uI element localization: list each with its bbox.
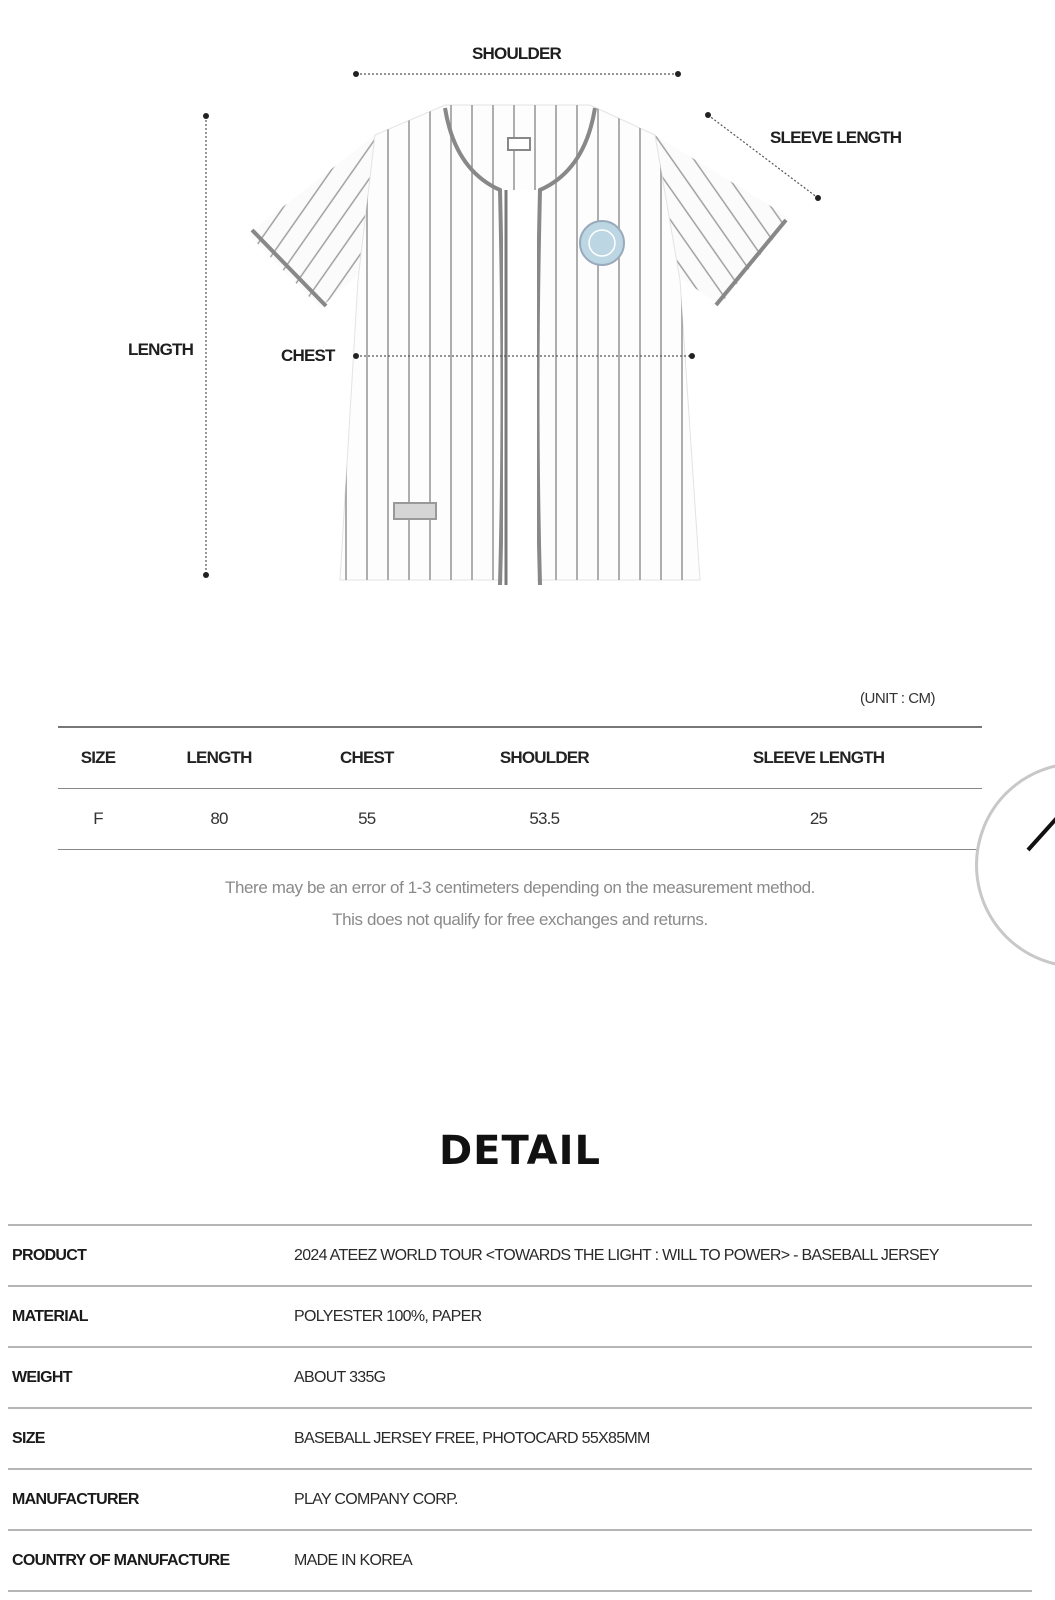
length-label: LENGTH bbox=[128, 340, 194, 359]
table-row bbox=[8, 1530, 1032, 1591]
detail-title: DETAIL bbox=[438, 1128, 602, 1174]
hem-patch bbox=[394, 503, 436, 519]
detail-table bbox=[8, 1224, 1032, 1592]
header-chest: CHEST bbox=[300, 727, 434, 789]
left-sleeve-stripes bbox=[248, 135, 375, 308]
header-size: SIZE bbox=[58, 727, 138, 789]
detail-value: ABOUT 335G bbox=[294, 1347, 1032, 1408]
shoulder-label: SHOULDER bbox=[472, 44, 561, 63]
detail-value: PLAY COMPANY CORP. bbox=[294, 1469, 1032, 1530]
table-row bbox=[8, 1347, 1032, 1408]
zoom-button[interactable] bbox=[975, 762, 1055, 968]
cell-chest: 55 bbox=[300, 789, 434, 850]
cell-shoulder: 53.5 bbox=[434, 789, 656, 850]
table-row bbox=[8, 1286, 1032, 1347]
table-row bbox=[8, 1408, 1032, 1469]
size-table bbox=[58, 726, 982, 850]
size-table-header bbox=[58, 727, 982, 789]
detail-key: COUNTRY OF MANUFACTURE bbox=[8, 1530, 294, 1591]
cell-size: F bbox=[58, 789, 138, 850]
exchange-note: This does not qualify for free exchanges and returns. bbox=[332, 910, 708, 929]
detail-key: PRODUCT bbox=[8, 1225, 294, 1286]
neck-label bbox=[508, 138, 530, 150]
chest-label: CHEST bbox=[281, 346, 335, 365]
cell-sleeve-length: 25 bbox=[655, 789, 982, 850]
detail-key: MATERIAL bbox=[8, 1286, 294, 1347]
header-sleeve-length: SLEEVE LENGTH bbox=[655, 727, 982, 789]
detail-value: MADE IN KOREA bbox=[294, 1530, 1032, 1591]
detail-key: WEIGHT bbox=[8, 1347, 294, 1408]
table-row bbox=[8, 1225, 1032, 1286]
detail-value: 2024 ATEEZ WORLD TOUR <TOWARDS THE LIGHT : WILL TO POWER> - BASEBALL JERSEY bbox=[294, 1225, 1032, 1286]
detail-key: SIZE bbox=[8, 1408, 294, 1469]
measurement-note: There may be an error of 1-3 centimeters depending on the measurement method. bbox=[224, 878, 816, 897]
table-row bbox=[8, 1469, 1032, 1530]
detail-key: MANUFACTURER bbox=[8, 1469, 294, 1530]
header-shoulder: SHOULDER bbox=[434, 727, 656, 789]
unit-label: (UNIT : CM) bbox=[860, 690, 936, 707]
detail-value: BASEBALL JERSEY FREE, PHOTOCARD 55X85MM bbox=[294, 1408, 1032, 1469]
jersey-diagram bbox=[0, 0, 1055, 620]
chest-emblem bbox=[580, 221, 624, 265]
cell-length: 80 bbox=[138, 789, 300, 850]
sleeve-length-label: SLEEVE LENGTH bbox=[770, 128, 902, 147]
table-row bbox=[58, 789, 982, 850]
detail-value: POLYESTER 100%, PAPER bbox=[294, 1286, 1032, 1347]
header-length: LENGTH bbox=[138, 727, 300, 789]
